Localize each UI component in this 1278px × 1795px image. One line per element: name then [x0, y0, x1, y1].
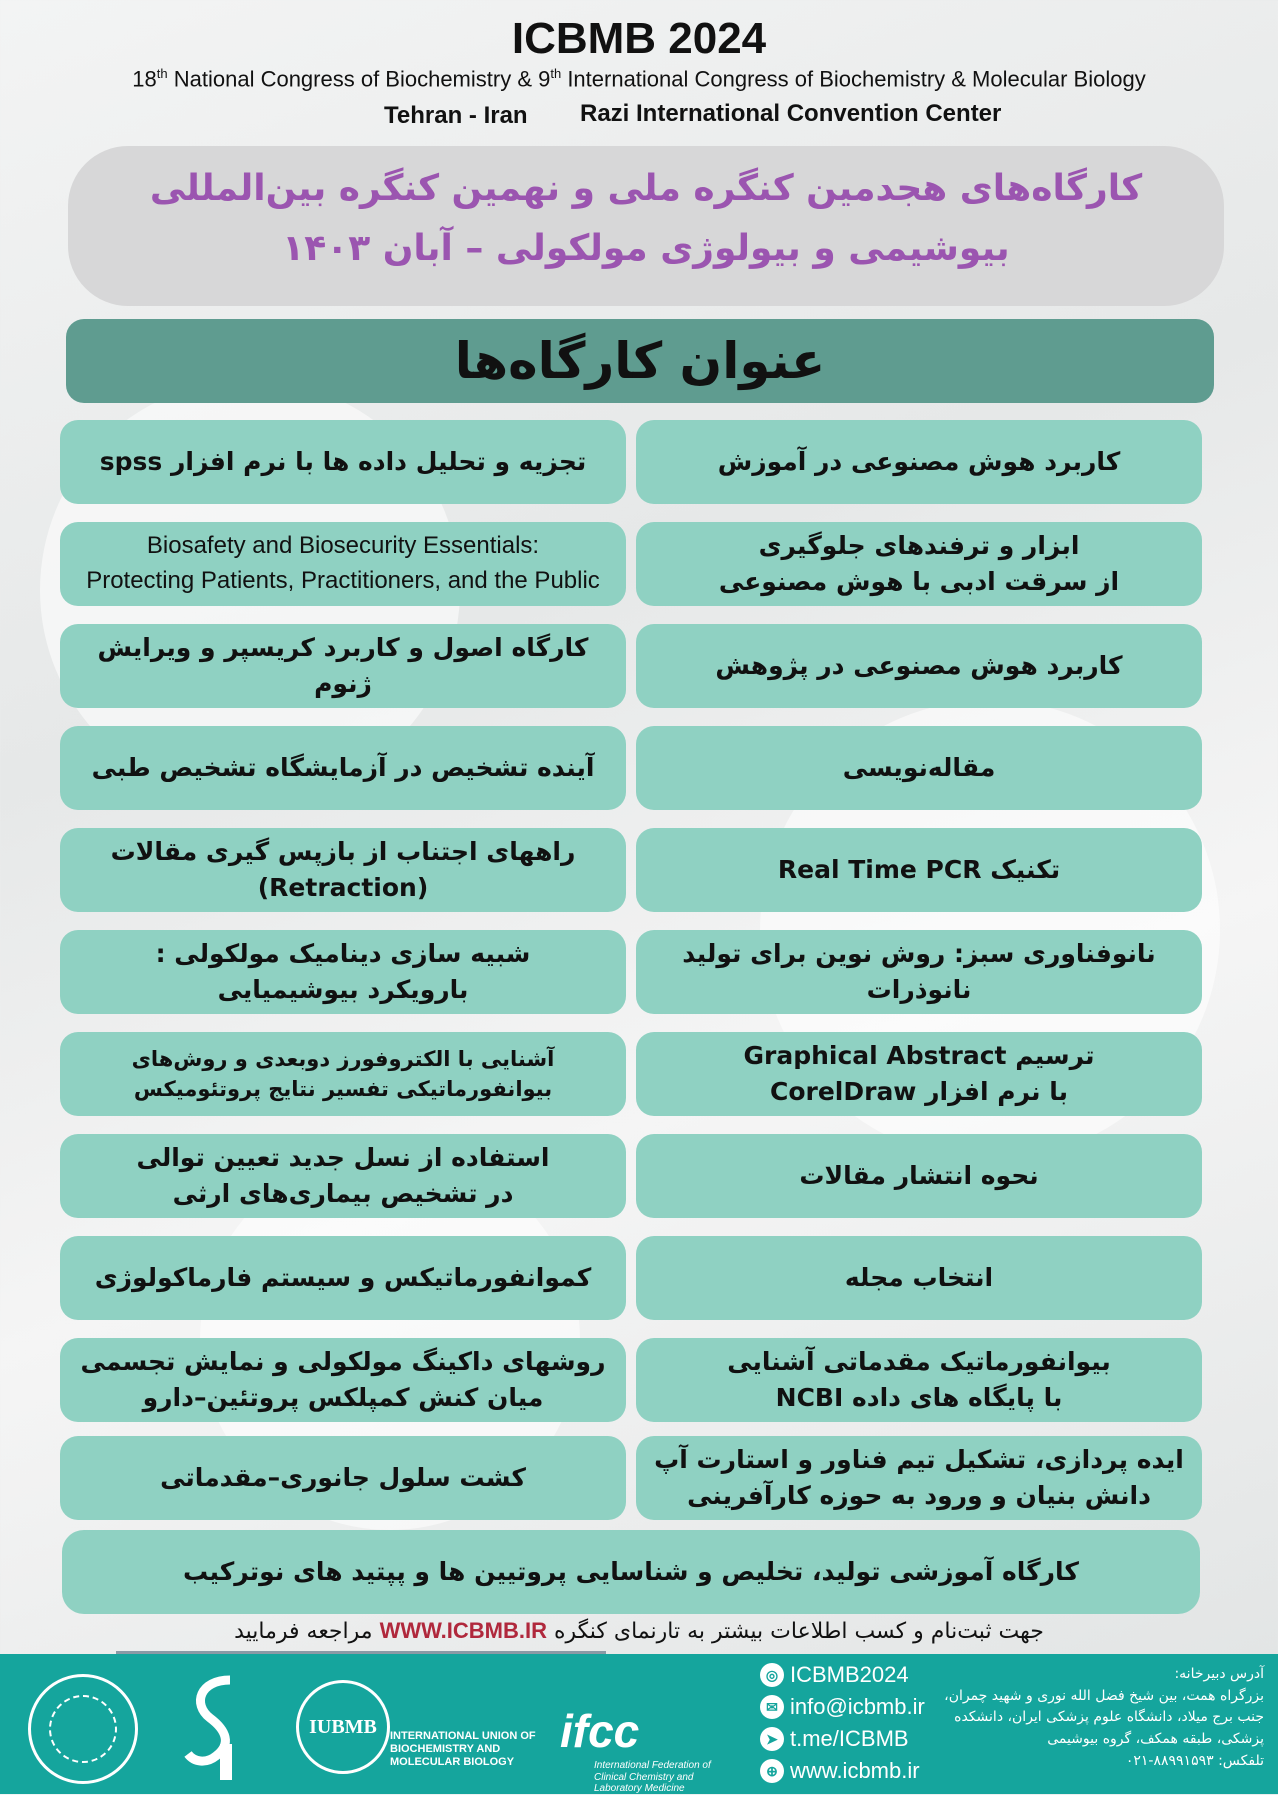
workshop-card-left-8: [60, 1134, 626, 1218]
mail-icon: ✉: [760, 1695, 784, 1719]
society-logo: [180, 1674, 250, 1784]
workshop-title-line: آشنایی با الکتروفورز دوبعدی و روش‌های: [131, 1046, 555, 1071]
congress-title: ICBMB 2024: [511, 14, 767, 63]
congress-city: Tehran - Iran: [384, 102, 528, 129]
workshop-card-right-8: [636, 1134, 1202, 1218]
university-seal-logo: [28, 1674, 138, 1784]
workshop-card-right-6: [636, 930, 1202, 1014]
workshop-title-line: ایده پردازی، تشکیل تیم فناور و استارت آپ: [654, 1444, 1184, 1474]
workshop-title-line: (Retraction): [257, 873, 429, 902]
workshop-title-line: با نرم افزار CorelDraw: [769, 1077, 1069, 1106]
banner-line-2: بیوشیمی و بیولوژی مولکولی – آبان ۱۴۰۳: [282, 228, 1010, 269]
workshop-title-line: تکنیک Real Time PCR: [777, 854, 1061, 884]
workshop-title-line: نانوفناوری سبز: روش نوین برای تولید نانوذرات: [682, 938, 1156, 1004]
workshop-title-line: استفاده از نسل جدید تعیین توالی: [136, 1142, 550, 1172]
workshop-card-right-4: [636, 726, 1202, 810]
congress-venue: Razi International Convention Center: [580, 100, 1002, 127]
iubmb-logo: IUBMB: [296, 1680, 390, 1774]
workshop-card-right-1: [636, 420, 1202, 504]
workshop-title-line: کموانفورماتیکس و سیستم فارماکولوژی: [94, 1262, 592, 1292]
telegram-icon: ➤: [760, 1727, 784, 1751]
banner-line-1: کارگاه‌های هجدمین کنگره ملی و نهمین کنگره بین‌المللی: [149, 168, 1143, 209]
workshop-card-wide: کارگاه آموزشی تولید، تخلیص و شناسایی پروتیین ها و پپتید های نوترکیب: [62, 1530, 1200, 1614]
workshop-card-left-3: [60, 624, 626, 708]
ifcc-logo: ifcc: [560, 1705, 640, 1757]
workshop-title-line: میان کنش کمپلکس پروتئین–دارو: [142, 1383, 544, 1412]
workshop-title-line: ترسیم Graphical Abstract: [743, 1040, 1095, 1070]
address-text: بزرگراه همت، بین شیخ فضل الله نوری و شهید چمران، جنب برج میلاد، دانشگاه علوم پزشکی ایران، دانشکده پزشکی، طبقه همکف، گروه بیوشیمی: [944, 1687, 1264, 1748]
workshop-title-line: روشهای داکینگ مولکولی و نمایش تجسمی: [80, 1346, 606, 1376]
workshop-title-line: بارویکرد بیوشیمیایی: [217, 975, 469, 1004]
contact-telegram[interactable]: ➤ t.me/ICBMB: [760, 1726, 909, 1752]
workshop-card-left-2: [60, 522, 626, 606]
instagram-icon: ◎: [760, 1663, 784, 1687]
workshop-title-line: راههای اجتناب از بازپس گیری مقالات: [110, 836, 576, 866]
secretariat-address: [924, 1664, 1264, 1772]
workshop-title-line: دانش بنیان و ورود به حوزه کارآفرینی: [687, 1481, 1151, 1510]
workshop-card-right-9: [636, 1236, 1202, 1320]
workshop-title-line: نحوه انتشار مقالات: [799, 1160, 1039, 1190]
workshop-title-line: با پایگاه های داده NCBI: [775, 1383, 1063, 1412]
workshop-card-right-10: [636, 1338, 1202, 1422]
workshop-title-line: از سرقت ادبی با هوش مصنوعی: [718, 567, 1120, 596]
workshop-card-right-2: [636, 522, 1202, 606]
workshop-card-left-10: [60, 1338, 626, 1422]
iubmb-name: INTERNATIONAL UNION OF BIOCHEMISTRY AND MOLECULAR BIOLOGY: [390, 1730, 536, 1769]
workshop-title-line: Protecting Patients, Practitioners, and the Public: [86, 567, 600, 594]
workshop-card-left-1: [60, 420, 626, 504]
workshop-title-line: مقاله‌نویسی: [842, 752, 996, 782]
workshop-card-left-11: [60, 1436, 626, 1520]
ifcc-name: International Federation of Clinical Chemistry and Laboratory Medicine: [594, 1760, 711, 1794]
workshop-title-line: کشت سلول جانوری–مقدماتی: [160, 1462, 526, 1492]
workshop-title-line: کاربرد هوش مصنوعی در آموزش: [717, 446, 1121, 476]
website-link[interactable]: WWW.ICBMB.IR: [379, 1618, 547, 1643]
phone-number: تلفکس: ۸۸۹۹۱۵۹۳-۰۲۱: [1125, 1752, 1264, 1769]
contact-email[interactable]: ✉ info@icbmb.ir: [760, 1694, 925, 1720]
workshop-title-line: آینده تشخیص در آزمایشگاه تشخیص طبی: [91, 752, 595, 782]
workshop-title-line: شبیه سازی دینامیک مولکولی :: [155, 938, 531, 968]
workshop-title-line: Biosafety and Biosecurity Essentials:: [146, 532, 540, 560]
workshop-card-left-7: [60, 1032, 626, 1116]
contact-instagram[interactable]: ◎ ICBMB2024: [760, 1662, 909, 1688]
workshop-title-line: در تشخیص بیماری‌های ارثی: [172, 1179, 514, 1208]
workshop-title-line: کاربرد هوش مصنوعی در پژوهش: [715, 650, 1123, 680]
globe-icon: ⊕: [760, 1759, 784, 1783]
workshop-card-right-3: [636, 624, 1202, 708]
footer: [0, 1654, 1278, 1794]
workshop-card-right-5: [636, 828, 1202, 912]
workshops-section-title: عنوان کارگاه‌ها: [66, 319, 1214, 403]
workshop-title-line: بیوانفورماتیکی تفسیر نتایج پروتئومیکس: [133, 1077, 553, 1101]
workshop-card-left-4: [60, 726, 626, 810]
workshop-title-line: بیوانفورماتیک مقدماتی آشنایی: [727, 1346, 1111, 1376]
workshop-title-line: انتخاب مجله: [844, 1262, 994, 1292]
workshop-title-line: کارگاه اصول و کاربرد کریسپر و ویرایش ژنوم: [97, 632, 589, 698]
workshop-card-right-7: [636, 1032, 1202, 1116]
workshop-card-right-11: [636, 1436, 1202, 1520]
workshop-title-line: تجزیه و تحلیل داده ها با نرم افزار spss: [99, 446, 587, 476]
persian-banner: [68, 146, 1224, 306]
contact-website[interactable]: ⊕ www.icbmb.ir: [760, 1758, 920, 1784]
workshop-card-left-9: [60, 1236, 626, 1320]
address-title: آدرس دبیرخانه:: [1174, 1666, 1264, 1682]
workshop-card-left-6: [60, 930, 626, 1014]
congress-subtitle: 18th National Congress of Biochemistry & 9th International Congress of Biochemistry & Molecular Biology: [132, 66, 1146, 92]
workshop-card-left-5: [60, 828, 626, 912]
registration-note: جهت ثبت‌نام و کسب اطلاعات بیشتر به تارنمای کنگره WWW.ICBMB.IR مراجعه فرمایید: [234, 1618, 1044, 1644]
workshop-title-line: ابزار و ترفندهای جلوگیری: [758, 530, 1080, 560]
